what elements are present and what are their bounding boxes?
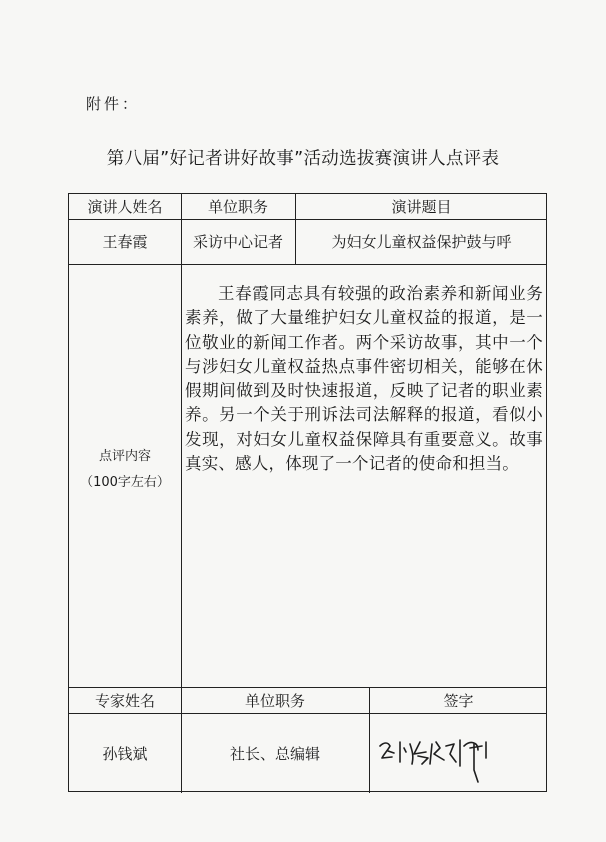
comment-label-block bbox=[69, 444, 181, 496]
comment-label: 点评内容 bbox=[98, 449, 151, 464]
attachment-label: 附件： bbox=[86, 95, 141, 113]
comment-body: 王春霞同志具有较强的政治素养和新闻业务素养，做了大量维护妇女儿童权益的报道，是一位敬业的新闻工作者。两个采访故事，其中一个与涉妇女儿童权益热点事件密切相关，能够在休假期间做到及时快速报道，反映了记者的职业素养。另一个关于刑诉法司法解释的报道，看似小发现，对妇女儿童权益保障具有重要意义。故事真实、感人，体现了一个记者的使命和担当。 bbox=[185, 284, 543, 474]
evaluation-table bbox=[68, 193, 547, 792]
header-speech-title: 演讲题目 bbox=[391, 198, 452, 216]
column-divider bbox=[181, 194, 182, 713]
header-expert-position: 单位职务 bbox=[244, 691, 305, 710]
header-speaker-name: 演讲人姓名 bbox=[87, 198, 163, 216]
row-divider bbox=[69, 264, 546, 265]
handwritten-signature bbox=[374, 724, 514, 786]
expert-name: 孙钱斌 bbox=[102, 744, 148, 763]
comment-length-hint: （100字左右） bbox=[80, 475, 170, 490]
page-title: 第八届”好记者讲好故事”活动选拔赛演讲人点评表 bbox=[106, 149, 500, 169]
speech-title: 为妇女儿童权益保护鼓与呼 bbox=[331, 233, 512, 251]
header-unit-position: 单位职务 bbox=[207, 198, 268, 216]
speaker-name: 王春霞 bbox=[102, 233, 148, 251]
speaker-position: 采访中心记者 bbox=[192, 233, 283, 251]
expert-position: 社长、总编辑 bbox=[229, 744, 320, 763]
header-expert-name: 专家姓名 bbox=[94, 691, 155, 710]
header-signature: 签字 bbox=[443, 691, 474, 710]
